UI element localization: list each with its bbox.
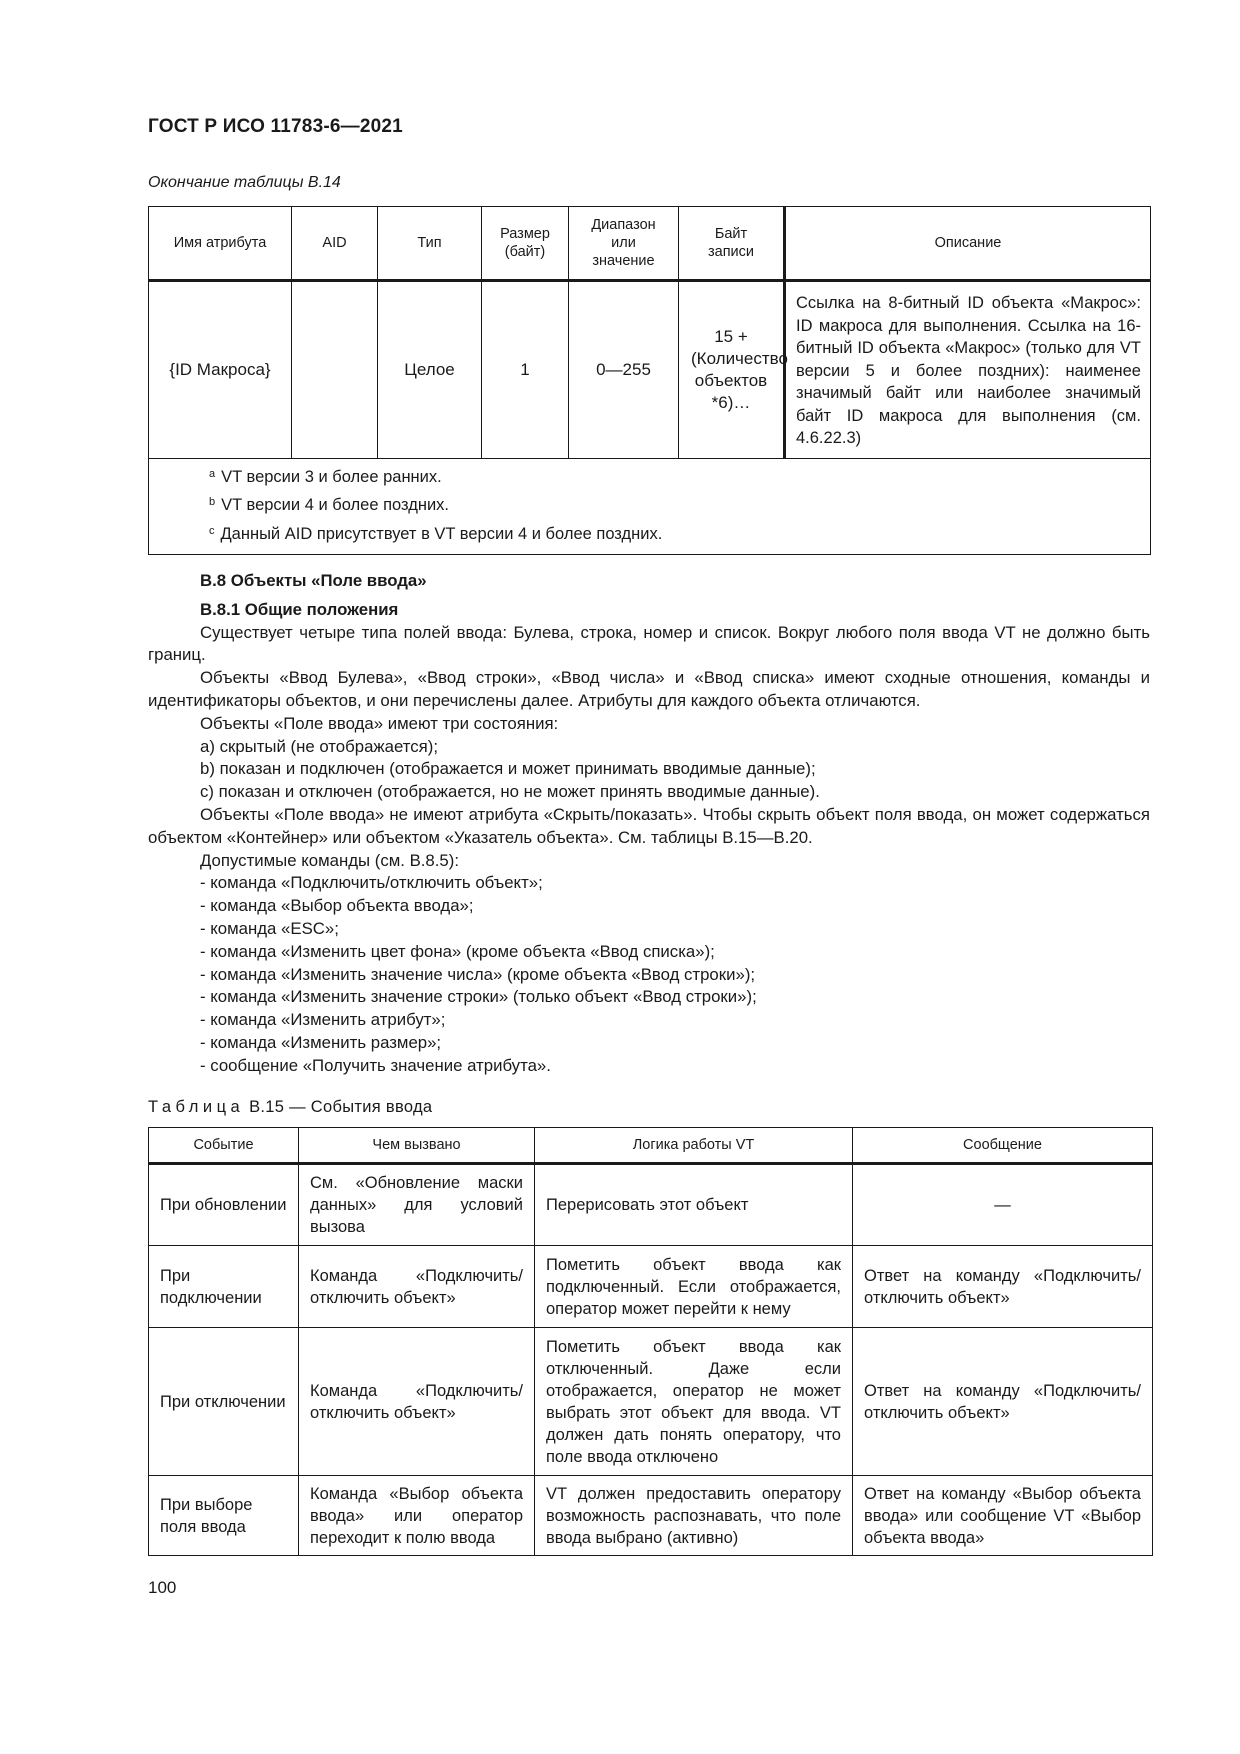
cell-range: 0—255	[569, 281, 679, 459]
page-number: 100	[148, 1578, 177, 1597]
note: $^c$ Данный AID присутствует в VT версии 4 и более поздних.	[209, 524, 663, 543]
table15-caption: Таблица В.15 — События ввода	[148, 1098, 433, 1116]
document-header: ГОСТ Р ИСО 11783-6—2021	[148, 116, 403, 137]
column-header: Логика работы VT	[535, 1128, 853, 1164]
column-header: Чем вызвано	[299, 1128, 535, 1164]
cell-description: Ссылка на 8-битный ID объекта «Макрос»: ID макроса для выполнения. Ссылка на 16-битный ID объекта «Макрос» (только для VT версии 5 и более поздних): наименее значимый байт или наиболее значимый байт ID макроса для выполнения (см. 4.6.22.3)	[785, 281, 1151, 459]
column-header: Размер (байт)	[482, 207, 569, 281]
cell-event: При отключении	[149, 1328, 299, 1476]
table-header-row	[149, 1128, 1153, 1164]
cell-size: 1	[482, 281, 569, 459]
list-item: b) показан и подключен (отображается и может принимать вводимые данные);	[200, 759, 816, 779]
table14-caption: Окончание таблицы В.14	[148, 174, 341, 191]
cell-aid	[292, 281, 378, 459]
subsection-heading: В.8.1 Общие положения	[200, 599, 399, 619]
cell-cause: См. «Обновление маски данных» для условий вызова	[299, 1164, 535, 1246]
cell-attribute-name: {ID Макроса}	[149, 281, 292, 459]
paragraph: Существует четыре типа полей ввода: Булева, строка, номер и список. Вокруг любого поля ввода VT не должно быть границ.	[148, 622, 1150, 665]
column-header: Событие	[149, 1128, 299, 1164]
table-row	[149, 1476, 1153, 1556]
note: $^b$ VT версии 4 и более поздних.	[209, 496, 450, 514]
cell-cause: Команда «Выбор объекта ввода» или оператор переходит к полю ввода	[299, 1476, 535, 1556]
column-header: Тип	[378, 207, 482, 281]
list-item: а) скрытый (не отображается);	[200, 736, 438, 756]
cell-cause: Команда «Подключить/отключить объект»	[299, 1246, 535, 1328]
paragraph: Объекты «Ввод Булева», «Ввод строки», «Ввод числа» и «Ввод списка» имеют сходные отношения, команды и идентификаторы объектов, и они перечислены далее. Атрибуты для каждого объекта отличаются.	[148, 668, 1150, 710]
cell-record-byte: 15 + (Количество объектов *6)…	[679, 281, 785, 459]
list-item: - команда «ESC»;	[200, 918, 339, 938]
list-item: - команда «Изменить размер»;	[200, 1032, 442, 1052]
cell-logic: Пометить объект ввода как отключенный. Даже если отображается, оператор не может выбрать этот объект для ввода. VT должен дать понять оператору, что поле ввода отключено	[535, 1328, 853, 1476]
cell-cause: Команда «Подключить/отключить объект»	[299, 1328, 535, 1476]
cell-message: Ответ на команду «Подключить/отключить объект»	[853, 1328, 1153, 1476]
column-header: Описание	[785, 207, 1151, 281]
list-item: - команда «Изменить цвет фона» (кроме объекта «Ввод списка»);	[200, 941, 715, 961]
table-notes	[149, 458, 1151, 555]
cell-event: При выборе поля ввода	[149, 1476, 299, 1556]
cell-type: Целое	[378, 281, 482, 459]
cell-message: —	[853, 1164, 1153, 1246]
table-header-row	[149, 207, 1151, 281]
list-item: - сообщение «Получить значение атрибута».	[200, 1055, 551, 1075]
table-row	[149, 1246, 1153, 1328]
note: $^a$ VT версии 3 и более ранних.	[209, 467, 442, 486]
table-row	[149, 1164, 1153, 1246]
cell-message: Ответ на команду «Выбор объекта ввода» или сообщение VT «Выбор объекта ввода»	[853, 1476, 1153, 1556]
column-header: Диапазон или значение	[569, 207, 679, 281]
section-heading: В.8 Объекты «Поле ввода»	[200, 571, 427, 590]
events-table	[148, 1127, 1153, 1556]
paragraph: Допустимые команды (см. В.8.5):	[200, 850, 460, 870]
paragraph: Объекты «Поле ввода» имеют три состояния:	[200, 713, 559, 733]
section-body	[148, 570, 1150, 1078]
table-row	[149, 1328, 1153, 1476]
list-item: с) показан и отключен (отображается, но не может принять вводимые данные).	[200, 782, 820, 802]
column-header: Байт записи	[679, 207, 785, 281]
list-item: - команда «Подключить/отключить объект»;	[200, 873, 543, 893]
cell-event: При подключении	[149, 1246, 299, 1328]
cell-logic: VT должен предоставить оператору возможность распознавать, что поле ввода выбрано (активно)	[535, 1476, 853, 1556]
cell-event: При обновлении	[149, 1164, 299, 1246]
cell-logic: Пометить объект ввода как подключенный. Если отображается, оператор может перейти к нему	[535, 1246, 853, 1328]
column-header: AID	[292, 207, 378, 281]
cell-logic: Перерисовать этот объект	[535, 1164, 853, 1246]
column-header: Сообщение	[853, 1128, 1153, 1164]
list-item: - команда «Выбор объекта ввода»;	[200, 896, 474, 916]
attribute-table	[148, 206, 1151, 555]
list-item: - команда «Изменить атрибут»;	[200, 1010, 446, 1030]
paragraph: Объекты «Поле ввода» не имеют атрибута «Скрыть/показать». Чтобы скрыть объект поля ввода, он может содержаться объектом «Контейнер» или объектом «Указатель объекта». См. таблицы В.15—В.20.	[148, 804, 1150, 847]
column-header: Имя атрибута	[149, 207, 292, 281]
list-item: - команда «Изменить значение числа» (кроме объекта «Ввод строки»);	[200, 964, 756, 984]
list-item: - команда «Изменить значение строки» (только объект «Ввод строки»);	[200, 987, 757, 1007]
table-notes-row	[149, 458, 1151, 555]
cell-message: Ответ на команду «Подключить/отключить объект»	[853, 1246, 1153, 1328]
table-row	[149, 281, 1151, 459]
